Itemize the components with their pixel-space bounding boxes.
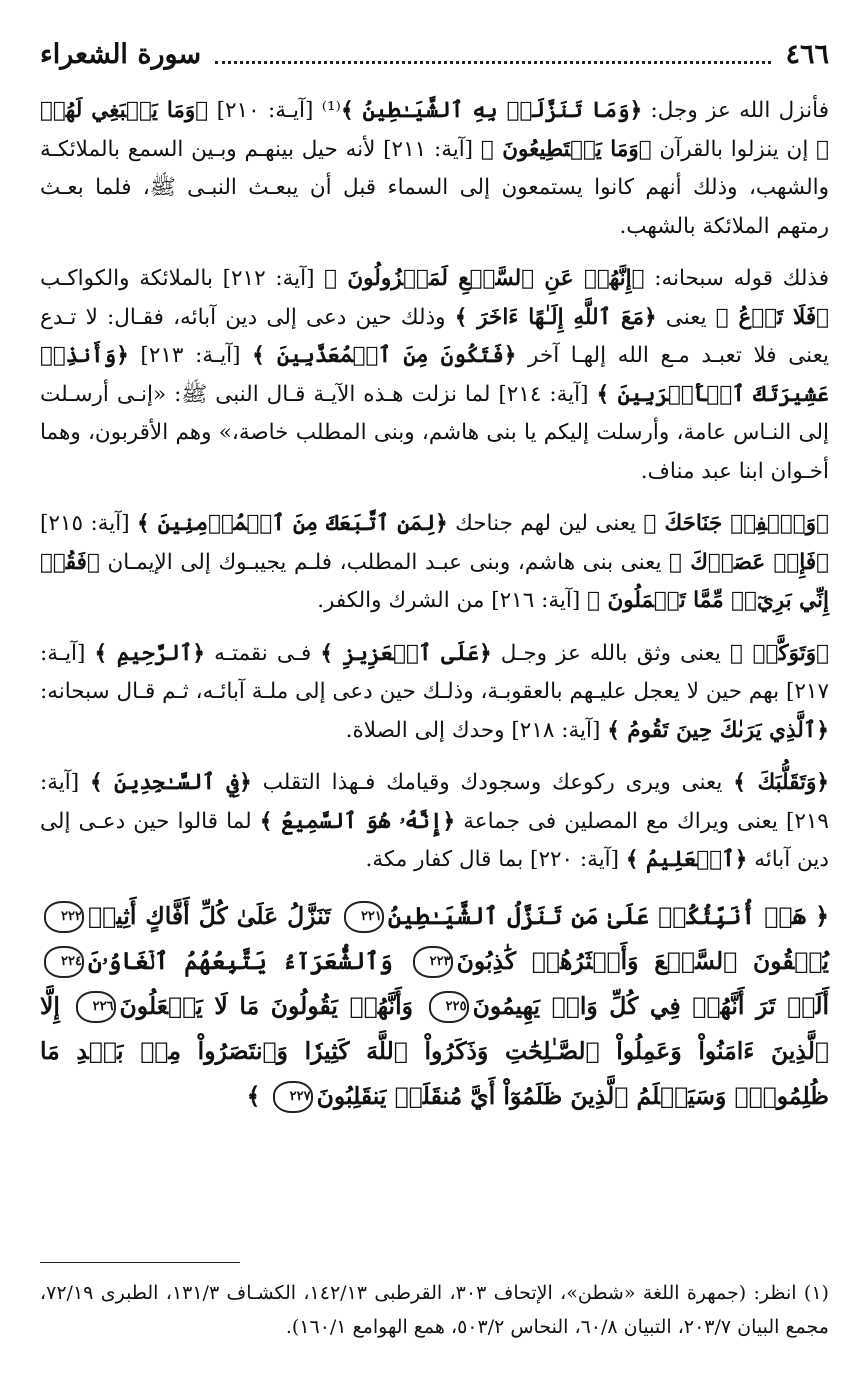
quran-quote: ﴿فَإِنۡ عَصَوۡكَ ﴾ <box>669 549 830 575</box>
quran-quote: ﴿ٱلرَّحِيمِ ﴾ <box>94 640 206 666</box>
commentary-text: [آية: ٢٢٠] بما قال كفار مكة. <box>365 847 626 872</box>
quran-quote: ﴿وَتَوَكَّلۡ ﴾ <box>729 640 829 666</box>
verse-text: إِلَّا ٱلَّذِينَ ءَامَنُواْ وَعَمِلُواْ ٱلصَّـٰلِحَٰتِ وَذَكَرُواْ ٱللَّهَ كَثِيرٗا وَٱنتَصَرُواْ مِنۢ بَعۡدِ مَا ظُلِمُواْۗ وَسَيَعۡلَمُ ٱلَّذِينَ ظَلَمُوٓاْ أَيَّ مُنقَلَبٖ يَنقَلِبُونَ <box>40 991 829 1110</box>
verse-text: هَلۡ أُنَبِّئُكُمۡ عَلَىٰ مَن تَنَزَّلُ ٱلشَّيَـٰطِينُ <box>387 901 807 930</box>
quran-quote: ﴿فَتَكُونَ مِنَ ٱلۡمُعَذَّبِينَ ﴾ <box>252 343 517 368</box>
commentary-text: إن ينزلوا بالقرآن <box>651 136 817 162</box>
verse-number-marker: ٢٢٧ <box>273 1081 313 1113</box>
quran-quote: ﴿وَأَنذِرۡ عَشِيرَتَكَ ٱلۡأَقۡرَبِينَ ﴾ <box>40 343 830 407</box>
quran-quote: ﴿مَعَ ٱللَّهِ إِلَـٰهًا ءَاخَرَ ﴾ <box>454 304 657 330</box>
verse-number-marker: ٢٢٥ <box>429 991 469 1023</box>
page-number: ٤٦٦ <box>785 38 829 70</box>
quran-quote: ﴿وَمَا تَنَزَّلَتۡ بِهِ ٱلشَّيَـٰطِينُ ﴾ <box>340 98 643 123</box>
verse-number-marker: ٢٢١ <box>344 901 384 933</box>
commentary-paragraph <box>40 505 829 621</box>
commentary-text: [آية: ٢١٤] لما نزلت هـذه الآيـة قـال النبى ﷺ: «إنـى أرسـلت إلى النـاس عامة، وأرسلت إليكم يا بنى هاشم، وبنى المطلب خاصة،» وهم الأقربون، وهما أخـوان ابنا عبد مناف. <box>40 381 829 484</box>
commentary-text: [آية: ٢١٢] بالملائكة والكواكـب <box>40 266 325 291</box>
commentary-text: يعنى <box>656 304 716 330</box>
commentary-paragraph <box>40 764 829 880</box>
commentary-body <box>40 92 829 1119</box>
quran-quote: ﴿ٱلۡعَلِيمُ ﴾ <box>625 847 748 872</box>
footnote-text: (١) انظر: (جمهرة اللغة «شطن»، الإتحاف ٣٠٣، القرطبى ١٤٢/١٣، الكشـاف ١٣١/٣، الطبرى ٧٢/١٩، مجمع البيان ٢٠٣/٧، التبيان ٦٠/٨، النحاس ٥٠٣/٢، همع الهوامع ١٦٠/١). <box>40 1282 829 1338</box>
ornate-bracket-open: ﴿ <box>806 901 830 930</box>
verse-text: أَلَمۡ تَرَ أَنَّهُمۡ فِي كُلِّ وَادٖ يَهِيمُونَ <box>472 991 830 1020</box>
verse-text: تَنَزَّلُ عَلَىٰ كُلِّ أَفَّاكٍ أَثِيمٖ <box>88 901 331 930</box>
commentary-text: [آية: ٢١٩] يعنى ويراك مع المصلين فى جماعة <box>40 770 829 834</box>
commentary-text: [آيـة: ٢١٣] <box>128 343 253 368</box>
commentary-text: [آية: ٢١٨] وحدك إلى الصلاة. <box>345 717 608 743</box>
surah-title: سورة الشعراء <box>40 38 202 70</box>
commentary-text: [آية: ٢١٦] من الشرك والكفر. <box>317 588 588 613</box>
verse-number-marker: ٢٢٦ <box>76 991 116 1023</box>
commentary-text: [آيـة: ٢١٧] بهم حين لا يعجل عليـهم بالعقوبـة، وذلـك حين دعى إلى ملـة آبائـه، ثـم قـال سبحانه: <box>40 640 829 704</box>
commentary-text: [آية: ٢١٥] <box>40 511 138 536</box>
page-header <box>40 32 829 76</box>
verse-number-marker: ٢٢٤ <box>44 946 84 978</box>
commentary-text: يعنى ويرى ركوعك وسجودك وقيامك فـهذا التقلب <box>251 770 734 795</box>
commentary-text: فأنزل الله عز وجل: <box>642 98 829 123</box>
commentary-text: يعنى لين لهم جناحك <box>447 511 644 536</box>
quran-quote: ﴿وَمَا يَسۡتَطِيعُونَ ﴾ <box>480 136 652 162</box>
verse-text: وَأَنَّهُمۡ يَقُولُونَ مَا لَا يَفۡعَلُونَ <box>119 991 413 1020</box>
paragraph-list <box>40 92 829 880</box>
quran-quote: ﴿فَقُلۡ إِنِّي بَرِيٓءٞ مِّمَّا تَعۡمَلُونَ ﴾ <box>40 549 829 613</box>
commentary-paragraph <box>40 92 829 246</box>
commentary-text: يعنى وثق بالله عز وجـل <box>491 640 730 666</box>
quran-quote: ﴿عَلَى ٱلۡعَزِيزِ ﴾ <box>320 640 492 666</box>
quran-quote: ﴿فَلَا تَدۡعُ ﴾ <box>715 304 830 330</box>
commentary-text: [آية: ٢١١] لأنه حيل بينهـم وبـين السمع بالملائكـة والشهب، وذلك أنهم كانوا يستمعون إلى السماء قبل أن يبعـث النبـى ﷺ، فلما بعـث رمتهم الملائكة بالشهب. <box>40 136 829 239</box>
verse-number-marker: ٢٢٢ <box>44 901 84 933</box>
commentary-text: ⁽¹⁾ [آيـة: ٢١٠] <box>208 98 341 123</box>
header-dotted-leader <box>215 61 771 64</box>
commentary-paragraph <box>40 635 829 751</box>
commentary-text: فذلك قوله سبحانه: <box>644 266 829 291</box>
quran-verse-block <box>40 894 829 1119</box>
commentary-text: وذلك حين دعى إلى دين آبائه، فقـال: لا تـدع يعنى فلا تعبـد مـع الله إلهـا آخر <box>40 304 829 368</box>
commentary-text: فـى نقمتـه <box>205 640 321 666</box>
footnote-section <box>40 1276 829 1344</box>
quran-quote: ﴿وَٱخۡفِضۡ جَنَاحَكَ ﴾ <box>643 511 829 536</box>
quran-quote: ﴿لِمَنِ ٱتَّبَعَكَ مِنَ ٱلۡمُؤۡمِنِينَ ﴾ <box>137 511 448 536</box>
commentary-text: يعنى بنى هاشم، وبنى عبـد المطلب، فلـم يجيبـوك إلى الإيمـان <box>99 549 670 575</box>
ornate-bracket-close: ﴾ <box>246 1081 261 1110</box>
quran-quote: ﴿ٱلَّذِي يَرَىٰكَ حِينَ تَقُومُ ﴾ <box>607 717 829 743</box>
footnote-separator <box>40 1262 240 1263</box>
quran-quote: ﴿إِنَّهُمۡ عَنِ ٱلسَّمۡعِ لَمَعۡزُولُونَ ﴾ <box>324 266 645 291</box>
verse-number-marker: ٢٢٣ <box>413 946 453 978</box>
quran-quote: ﴿إِنَّهُۥ هُوَ ٱلسَّمِيعُ ﴾ <box>259 808 456 834</box>
verse-text: وَٱلشُّعَرَآءُ يَتَّبِعُهُمُ ٱلۡغَاوُۥنَ <box>88 946 393 975</box>
verse-text: يُلۡقُونَ ٱلسَّمۡعَ وَأَكۡثَرُهُمۡ كَٰذِبُونَ <box>456 946 830 975</box>
commentary-paragraph <box>40 260 829 491</box>
quran-quote: ﴿فِي ٱلسَّـٰجِدِينَ ﴾ <box>90 770 252 795</box>
quran-quote: ﴿وَتَقَلُّبَكَ ﴾ <box>733 770 830 795</box>
commentary-text: لما قالوا حين دعـى إلى دين آبائه <box>40 808 829 872</box>
quran-quote: ﴿وَمَا يَنۢبَغِي لَهُمۡ ﴾ <box>40 98 829 162</box>
